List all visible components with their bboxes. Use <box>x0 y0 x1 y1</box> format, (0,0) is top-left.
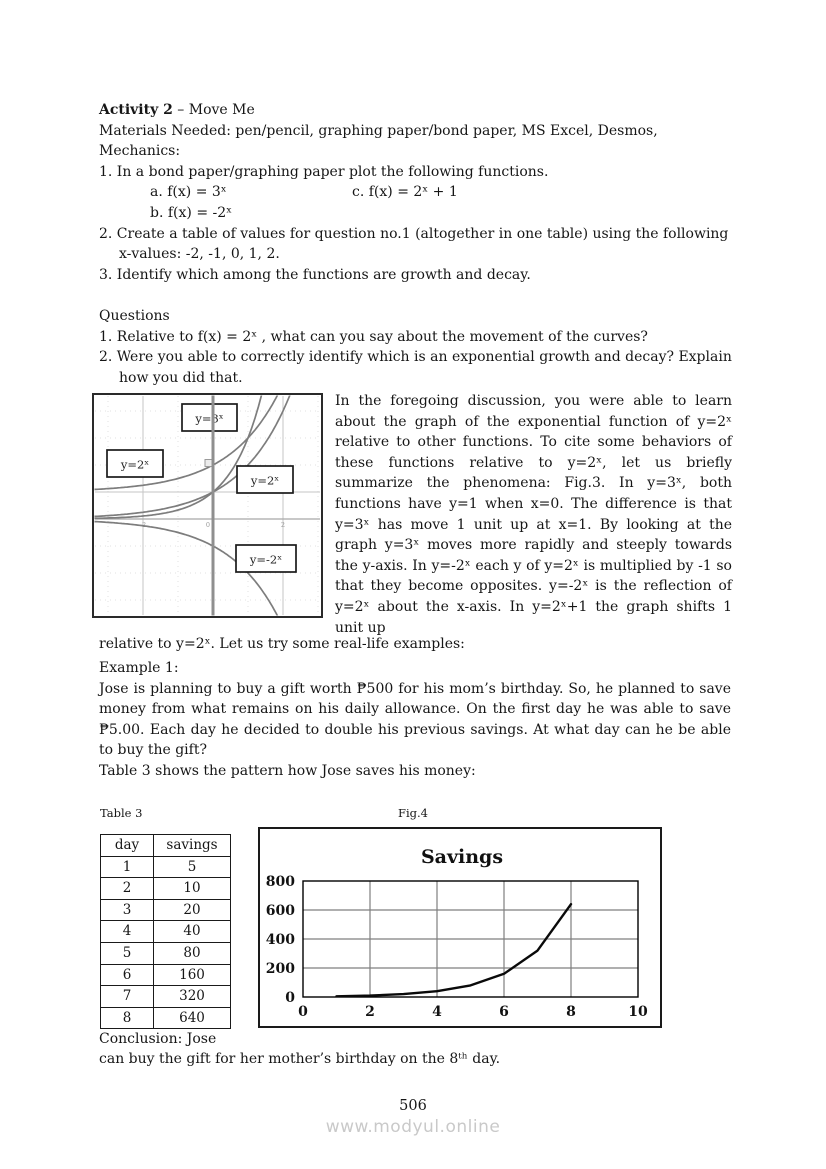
svg-text:6: 6 <box>499 1004 509 1020</box>
svg-text:10: 10 <box>628 1004 648 1020</box>
table-cell: 10 <box>154 878 231 900</box>
table-cell: 20 <box>154 899 231 921</box>
svg-text:600: 600 <box>265 903 295 919</box>
questions-section <box>99 306 739 388</box>
fig3-tick-label: 2 <box>280 521 286 529</box>
table-row <box>101 986 231 1008</box>
svg-text:0: 0 <box>285 990 295 1006</box>
table-row <box>101 942 231 964</box>
table-cell: 4 <box>101 921 154 943</box>
svg-text:2: 2 <box>365 1004 375 1020</box>
table-header-cell: day <box>101 835 154 857</box>
question-2: 2. Were you able to correctly identify which is an exponential growth and decay? Explain how you did that. <box>99 349 732 386</box>
table-row <box>101 899 231 921</box>
savings-table <box>100 834 231 1029</box>
table-cell: 8 <box>101 1007 154 1029</box>
discussion-paragraph: In the foregoing discussion, you were able to learn about the graph of the exponential function of y=2ˣ relative to other functions. To cite some behaviors of these functions relative to y=2ˣ, let us briefly summarize the phenomena: Fig.3. In y=3ˣ, both functions have y=1 when x=0. The difference is that y=3ˣ has move 1 unit up at x=1. By looking at the graph y=3ˣ moves more rapidly and steeply towards the y-axis. In y=-2ˣ each y of y=2ˣ is multiplied by -1 so that they become opposites. y=-2ˣ is the reflection of y=2ˣ about the x-axis. In y=2ˣ+1 the graph shifts 1 unit up <box>335 393 732 636</box>
svg-text:y=-2ˣ: y=-2ˣ <box>249 552 283 567</box>
table-cell: 3 <box>101 899 154 921</box>
table-header-cell: savings <box>154 835 231 857</box>
table-cell: 80 <box>154 942 231 964</box>
table-row <box>101 964 231 986</box>
table-row <box>101 878 231 900</box>
activity-title-bold: Activity 2 <box>99 102 173 118</box>
table-cell: 5 <box>101 942 154 964</box>
table-cell: 5 <box>154 856 231 878</box>
svg-text:200: 200 <box>265 961 295 977</box>
table-row <box>101 1007 231 1029</box>
fig4-savings-chart <box>258 827 662 1028</box>
discussion-continuation: relative to y=2ˣ. Let us try some real-life examples: <box>99 636 465 652</box>
mechanics-subitem-b: b. f(x) = -2ˣ <box>150 204 233 221</box>
fig3-tick-label: 0 <box>205 521 211 529</box>
activity-section <box>99 100 733 285</box>
subitem-c: c. f(x) = 2ˣ + 1 <box>352 184 458 201</box>
fig3-label-box-top <box>182 404 237 431</box>
svg-text:800: 800 <box>265 874 295 890</box>
fig4-title: Savings <box>420 846 504 868</box>
svg-text:y=2ˣ: y=2ˣ <box>250 473 280 488</box>
materials-line: Materials Needed: pen/pencil, graphing paper/bond paper, MS Excel, Desmos, <box>99 122 658 139</box>
example-section <box>99 658 731 782</box>
table-cell: 6 <box>101 964 154 986</box>
mechanics-label: Mechanics: <box>99 143 181 160</box>
table-cell: 2 <box>101 878 154 900</box>
subitem-a: a. f(x) = 3ˣ <box>150 184 227 201</box>
table-cell: 1 <box>101 856 154 878</box>
table-cell: 160 <box>154 964 231 986</box>
svg-text:4: 4 <box>432 1004 442 1020</box>
activity-title-rest: – Move Me <box>172 102 255 118</box>
fig3-label-box-bottom <box>236 545 296 572</box>
table-cell: 40 <box>154 921 231 943</box>
table-row <box>101 921 231 943</box>
watermark: www.modyul.online <box>325 1117 501 1137</box>
fig3-exponential-graph <box>92 393 323 618</box>
fig3-label-box-left <box>107 450 163 477</box>
conclusion-line-2: can buy the gift for her mother’s birthday on the 8ᵗʰ day. <box>99 1051 501 1067</box>
svg-text:y=2ˣ: y=2ˣ <box>120 457 150 472</box>
table-header-row <box>101 835 231 857</box>
activity-title <box>99 100 733 121</box>
example-body: Jose is planning to buy a gift worth ₱500 for his mom’s birthday. So, he planned to save money from what remains on his daily allowance. On the first day he was able to save ₱5.00. Each day he decided to double his previous savings. At what day can he be able to buy the gift? <box>99 680 731 759</box>
question-1: 1. Relative to f(x) = 2ˣ , what can you say about the movement of the curves? <box>99 328 648 345</box>
table-cell: 640 <box>154 1007 231 1029</box>
svg-text:400: 400 <box>265 932 295 948</box>
mechanics-step-2: 2. Create a table of values for question no.1 (altogether in one table) using the following x-values: -2, -1, 0, 1, 2. <box>99 225 729 263</box>
mechanics-step-3: 3. Identify which among the functions are growth and decay. <box>99 266 531 283</box>
svg-text:8: 8 <box>566 1004 576 1020</box>
fig3-point-marker <box>205 460 212 467</box>
mechanics-subitems-ac <box>99 182 733 203</box>
svg-text:0: 0 <box>298 1004 308 1020</box>
fig3-tick-label: -2 <box>139 521 147 529</box>
table-cell: 7 <box>101 986 154 1008</box>
fig3-label-box-right <box>237 466 293 493</box>
table-intro: Table 3 shows the pattern how Jose saves his money: <box>99 762 476 779</box>
fig4-caption: Fig.4 <box>398 806 428 820</box>
page-number: 506 <box>399 1098 427 1114</box>
svg-text:y=3ˣ: y=3ˣ <box>195 411 224 426</box>
conclusion-line-1: Conclusion: Jose <box>99 1031 217 1047</box>
table3-caption: Table 3 <box>100 806 143 820</box>
mechanics-step-1: 1. In a bond paper/graphing paper plot the following functions. <box>99 163 549 180</box>
questions-label: Questions <box>99 308 170 324</box>
table-row <box>101 856 231 878</box>
example-label: Example 1: <box>99 660 179 676</box>
table-cell: 320 <box>154 986 231 1008</box>
